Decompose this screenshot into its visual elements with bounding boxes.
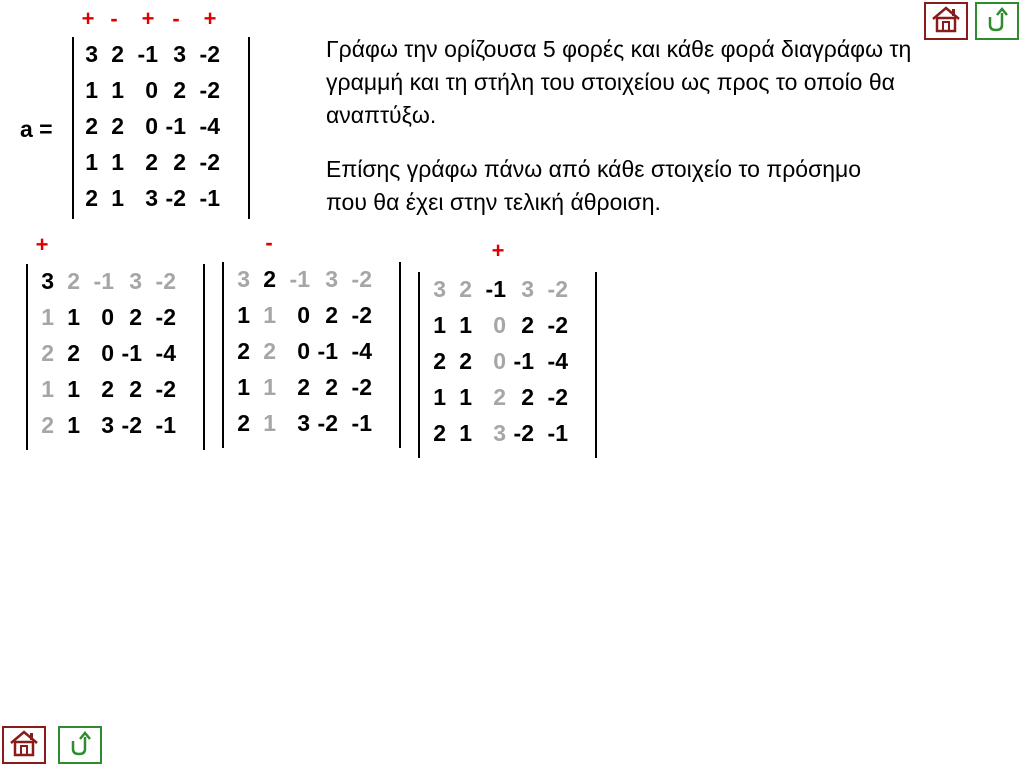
main-matrix-cell: -2 [199, 77, 220, 103]
expansion-2-cell: -2 [351, 302, 372, 328]
expansion-1-cell: 1 [67, 412, 80, 438]
return-button-bottom[interactable] [58, 726, 102, 764]
main-matrix-cell: -1 [165, 113, 186, 139]
expansion-1-cell: -2 [155, 376, 176, 402]
expansion-3-cell: -2 [547, 276, 568, 302]
expansion-1-cell: 0 [101, 340, 114, 366]
main-matrix-cell: -1 [199, 185, 220, 211]
expansion-3-right-bar [595, 272, 597, 458]
main-matrix-cell: 2 [111, 113, 124, 139]
main-matrix-cell: -2 [165, 185, 186, 211]
expansion-2-cell: 2 [237, 410, 250, 436]
expansion-3-cell: 3 [493, 420, 506, 446]
expansion-3-cell: 1 [433, 312, 446, 338]
main-matrix-right-bar [248, 37, 250, 219]
main-matrix-cell: 3 [145, 185, 158, 211]
expansion-2-cell: -1 [351, 410, 372, 436]
expansion-3-cell: 3 [433, 276, 446, 302]
expansion-1-cell: 2 [101, 376, 114, 402]
main-matrix-cell: 2 [85, 185, 98, 211]
main-matrix-cell: 1 [111, 149, 124, 175]
main-matrix-cell: 1 [111, 77, 124, 103]
expansion-2-cell: 3 [297, 410, 310, 436]
expansion-3-cell: 2 [493, 384, 506, 410]
main-matrix-cell: 3 [85, 41, 98, 67]
expansion-1-cell: 2 [129, 304, 142, 330]
expansion-3-cell: -2 [547, 312, 568, 338]
expansion-3-cell: 0 [493, 348, 506, 374]
expansion-3-cell: -1 [547, 420, 568, 446]
expansion-sign: - [265, 230, 273, 255]
u-turn-up-icon [64, 729, 96, 762]
expansion-2-cell: -2 [351, 374, 372, 400]
expansion-2-cell: 1 [237, 302, 250, 328]
main-sign: + [141, 6, 155, 31]
main-sign: + [81, 6, 95, 31]
expansion-3-cell: -2 [547, 384, 568, 410]
main-matrix-cell: 3 [173, 41, 186, 67]
expansion-2-cell: -1 [289, 266, 310, 292]
expansion-1-cell: 2 [41, 412, 54, 438]
expansion-1-cell: -1 [93, 268, 114, 294]
expansion-3-cell: -1 [485, 276, 506, 302]
expansion-3-cell: 2 [433, 420, 446, 446]
main-matrix-cell: 1 [111, 185, 124, 211]
expansion-1-cell: -2 [121, 412, 142, 438]
expansion-2-cell: 1 [263, 410, 276, 436]
expansion-2-cell: 0 [297, 338, 310, 364]
main-matrix-cell: -2 [199, 149, 220, 175]
expansion-2-cell: 2 [325, 302, 338, 328]
expansion-1-cell: -4 [155, 340, 176, 366]
expansion-2-cell: -4 [351, 338, 372, 364]
main-sign: - [172, 6, 180, 31]
expansion-3-cell: 0 [493, 312, 506, 338]
main-matrix-cell: 1 [85, 149, 98, 175]
expansion-3-cell: 2 [459, 276, 472, 302]
expansion-2-cell: 2 [325, 374, 338, 400]
expansion-2-cell: -1 [317, 338, 338, 364]
expansion-1-cell: 3 [101, 412, 114, 438]
main-matrix-cell: -4 [199, 113, 220, 139]
main-sign: + [203, 6, 217, 31]
expansion-2-cell: 2 [237, 338, 250, 364]
expansion-3-cell: 2 [521, 384, 534, 410]
expansion-2-cell: 1 [263, 302, 276, 328]
expansion-1-cell: 2 [67, 340, 80, 366]
expansion-2-cell: 2 [297, 374, 310, 400]
explanation-paragraph-2: Επίσης γράφω πάνω από κάθε στοιχείο το πρόσημο που θα έχει στην τελική άθροιση. [326, 156, 862, 215]
u-turn-up-icon [981, 5, 1013, 38]
expansion-3-cell: 2 [433, 348, 446, 374]
expansion-2-cell: 1 [237, 374, 250, 400]
expansion-1-cell: 2 [67, 268, 80, 294]
expansion-1-cell: 2 [41, 340, 54, 366]
expansion-1-cell: 0 [101, 304, 114, 330]
expansion-3-cell: 1 [433, 384, 446, 410]
expansion-3-cell: -4 [547, 348, 568, 374]
expansion-3-cell: 1 [459, 312, 472, 338]
main-matrix-cell: 2 [173, 77, 186, 103]
explanation-paragraph-1: Γράφω την ορίζουσα 5 φορές και κάθε φορά διαγράφω τη γραμμή και τη στήλη του στοιχείου ως προς το οποίο θα αναπτύξω. [326, 36, 912, 128]
expansion-1-cell: 3 [41, 268, 54, 294]
main-matrix-cell: 2 [111, 41, 124, 67]
home-button-bottom[interactable] [2, 726, 46, 764]
expansion-1-cell: 1 [67, 304, 80, 330]
expansion-3-cell: 2 [459, 348, 472, 374]
expansion-2-cell: 2 [263, 338, 276, 364]
expansion-1-right-bar [203, 264, 205, 450]
expansion-1-cell: 2 [129, 376, 142, 402]
expansion-3-cell: 3 [521, 276, 534, 302]
expansion-2-cell: 2 [263, 266, 276, 292]
main-matrix-cell: 1 [85, 77, 98, 103]
main-matrix-cell: 2 [173, 149, 186, 175]
main-matrix-cell: 2 [85, 113, 98, 139]
expansion-3-cell: 2 [521, 312, 534, 338]
matrix-label: a = [20, 116, 53, 142]
main-matrix-cell: 2 [145, 149, 158, 175]
expansion-2-cell: 3 [325, 266, 338, 292]
expansion-2-cell: 3 [237, 266, 250, 292]
main-matrix-cell: -2 [199, 41, 220, 67]
expansion-3-cell: -1 [513, 348, 534, 374]
main-matrix-cell: 0 [145, 113, 158, 139]
main-matrix-cell: -1 [137, 41, 158, 67]
expansion-3-cell: 1 [459, 420, 472, 446]
expansion-2-cell: 0 [297, 302, 310, 328]
expansion-1-cell: 1 [41, 304, 54, 330]
expansion-1-cell: 1 [67, 376, 80, 402]
main-sign: - [110, 6, 118, 31]
expansion-3-cell: -2 [513, 420, 534, 446]
expansion-2-right-bar [399, 262, 401, 448]
expansion-2-cell: -2 [317, 410, 338, 436]
expansion-1-cell: 3 [129, 268, 142, 294]
home-icon [8, 729, 40, 762]
expansion-sign: + [35, 232, 49, 257]
expansion-3-cell: 1 [459, 384, 472, 410]
expansion-2-cell: 1 [263, 374, 276, 400]
main-matrix-cell: 0 [145, 77, 158, 103]
expansion-1-cell: -1 [121, 340, 142, 366]
expansion-1-cell: 1 [41, 376, 54, 402]
expansion-2-cell: -2 [351, 266, 372, 292]
return-button[interactable] [975, 2, 1019, 40]
expansion-1-cell: -2 [155, 304, 176, 330]
expansion-sign: + [491, 238, 505, 263]
expansion-1-cell: -1 [155, 412, 176, 438]
expansion-1-cell: -2 [155, 268, 176, 294]
